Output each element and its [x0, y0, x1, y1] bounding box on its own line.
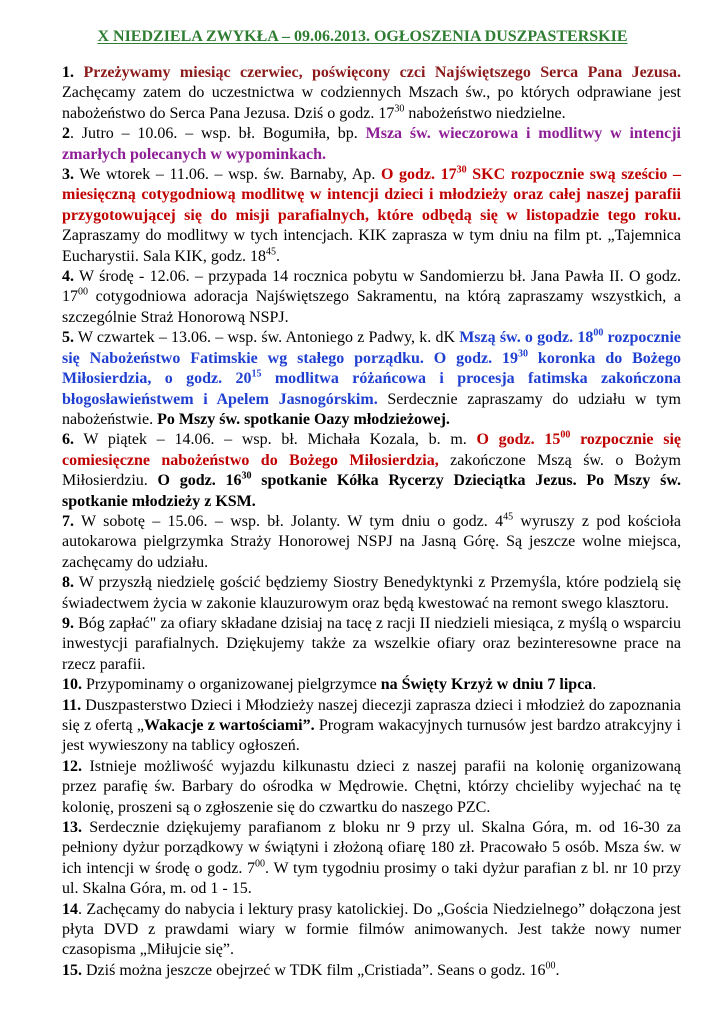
- item-number: 3.: [62, 166, 74, 184]
- item-bold-text: na Święty Krzyż w dniu 7 lipca: [380, 676, 593, 694]
- item-number: 7.: [62, 512, 74, 530]
- item-text: Program wakacyjnych turnusów jest bardzo atrakcyjny i jest wywieszony na tablicy ogłoszeń.: [62, 717, 681, 755]
- item-highlight: Przeżywamy miesiąc czerwiec, poświęcony czci Najświętszego Serca Pana Jezusa.: [83, 64, 682, 81]
- highlight-text: Mszą św. o godz. 18: [459, 329, 594, 347]
- item-number: 5.: [62, 329, 74, 347]
- announcement-item-15: [62, 961, 681, 981]
- time-superscript: 30: [518, 348, 529, 360]
- highlight-text: O godz. 17: [380, 166, 457, 184]
- item-number: 9.: [62, 614, 74, 632]
- announcement-item-12: [62, 757, 681, 818]
- announcement-item-11: [62, 696, 681, 757]
- item-text: cotygodniowa adoracja Najświętszego Sakramentu, na którą zapraszamy wszystkich, a szczególnie Straż Honorową NSPJ.: [62, 288, 681, 326]
- time-superscript: 00: [593, 327, 604, 339]
- announcement-item-2: [62, 124, 681, 165]
- highlight-text: O godz. 15: [476, 431, 561, 449]
- announcement-item-7: [62, 512, 681, 573]
- time-superscript: 00: [255, 858, 266, 870]
- item-number: 15.: [62, 961, 82, 979]
- announcement-item-10: [62, 675, 681, 695]
- announcement-item-4: [62, 267, 681, 328]
- item-text: wyruszy z pod kościoła autokarowa pielgrzymka Straży Honorowej NSPJ na Jasną Górę. Są jeszcze wolne miejsca, zachęcamy do udziału.: [62, 512, 681, 571]
- item-text: Przypominamy o organizowanej pielgrzymce: [82, 676, 381, 694]
- time-superscript: 45: [503, 511, 514, 523]
- time-superscript: 30: [241, 470, 252, 482]
- announcement-item-13: [62, 818, 681, 900]
- item-text: . Jutro – 10.06. – wsp. bł. Bogumiła, bp.: [70, 125, 366, 143]
- announcement-item-1: [62, 63, 681, 124]
- time-superscript: 30: [394, 103, 405, 115]
- item-number: 10.: [62, 676, 82, 694]
- item-text: Zachęcamy zatem do uczestnictwa w codziennych Mszach św., po których odprawiane jest nabożeństwo do Serca Pana Jezusa. Dziś o godz. 17: [62, 84, 681, 122]
- item-bold-text: Wakacje z wartościami”.: [143, 717, 315, 734]
- announcement-item-9: [62, 614, 681, 675]
- item-text: Duszpasterstwo Dzieci i Młodzieży naszej diecezji zaprasza dzieci i młodzież do zapoznania się z ofertą „: [62, 696, 681, 734]
- item-text: We wtorek – 11.06. – wsp. św. Barnaby, Ap.: [74, 166, 381, 184]
- time-superscript: 30: [456, 164, 467, 176]
- announcement-item-14: [62, 900, 681, 961]
- announcement-item-3: [62, 165, 681, 267]
- announcement-item-5: [62, 328, 681, 430]
- item-number: 13.: [62, 819, 82, 837]
- item-number: 4.: [62, 268, 74, 286]
- page-title: X NIEDZIELA ZWYKŁA – 09.06.2013. OGŁOSZENIA DUSZPASTERSKIE: [97, 28, 628, 45]
- announcement-item-8: [62, 573, 681, 614]
- item-number: 12.: [62, 757, 82, 775]
- item-text: W środę - 12.06. – przypada 14 rocznica pobytu w Sandomierzu bł. Jana Pawła II. O godz. 17: [62, 268, 681, 306]
- item-text: Dziś można jeszcze obejrzeć w TDK film „Cristiada”. Seans o godz. 16: [82, 961, 546, 979]
- item-text: Serdecznie dziękujemy parafianom z bloku nr 9 przy ul. Skalna Góra, m. od 16-30 za pełniony dyżur porządkowy w świątyni i złożoną ofiarę 180 zł. Pracowało 5 osób. Msza św. w ich intencji w środę o godz. 7: [62, 819, 681, 877]
- announcement-item-6: [62, 430, 681, 512]
- highlight-text: rozpocznie się comiesięczne nabożeństwo do Bożego Miłosierdzia,: [62, 431, 682, 469]
- item-number: 6.: [62, 431, 74, 449]
- time-superscript: 00: [560, 429, 571, 441]
- item-text: zakończone Mszą św. o Bożym Miłosierdziu.: [62, 451, 682, 490]
- highlight-text: modlitwa różańcowa i procesja fatimska zakończona błogosławieństwem i Apelem Jasnogórskim.: [62, 370, 681, 408]
- item-bold-text: Po Mszy św. spotkanie Oazy młodzieżowej.: [157, 410, 450, 428]
- item-number: 1.: [62, 64, 74, 81]
- item-text: W czwartek – 13.06. – wsp. św. Antoniego z Padwy, k. dK: [74, 329, 460, 347]
- time-superscript: 00: [78, 287, 88, 299]
- item-text: .: [555, 961, 560, 979]
- item-number: 8.: [62, 574, 74, 592]
- time-superscript: 45: [265, 246, 276, 258]
- item-text: W sobotę – 15.06. – wsp. bł. Jolanty. W tym dniu o godz. 4: [74, 512, 504, 530]
- item-number: 11.: [62, 696, 82, 714]
- item-text: Bóg zapłać" za ofiary składane dzisiaj na tacę z racji II niedzieli miesiąca, z myślą o wsparciu inwestycji parafialnych. Dziękujemy także za wszelkie ofiary oraz bezinteresowne prace na rzecz parafii.: [62, 614, 681, 673]
- item-text: .: [592, 676, 597, 694]
- item-text: .: [275, 247, 280, 265]
- item-text: Serdecznie zapraszamy do udziału w tym nabożeństwie.: [62, 390, 681, 428]
- highlight-text: rozpocznie się Nabożeństwo Fatimskie wg stałego porządku. O godz. 19: [62, 329, 681, 367]
- highlight-text: SKC rozpocznie swą sześcio – miesięczną cotygodniową modlitwę w intencji dzieci i młodzieży oraz całej naszej parafii przygotowującej się do misji parafialnych, które odbędą się w listopadzie tego roku.: [62, 166, 682, 224]
- item-text: . W tym tygodniu prosimy o taki dyżur parafian z bl. nr 10 przy ul. Skalna Góra, m. od 1 - 15.: [62, 859, 682, 898]
- item-text: Zapraszamy do modlitwy w tych intencjach. KIK zaprasza w tym dniu na film pt. „Tajemnica Eucharystii. Sala KIK, godz. 18: [62, 227, 681, 265]
- bold-text: spotkanie Kółka Rycerzy Dzieciątka Jezus. Po Mszy św. spotkanie młodzieży z KSM.: [62, 472, 682, 510]
- item-highlight: Msza św. wieczorowa i modlitwy w intencji zmarłych polecanych w wypominkach.: [62, 125, 682, 163]
- item-text: W piątek – 14.06. – wsp. bł. Michała Kozala, b. m.: [74, 431, 477, 449]
- time-superscript: 00: [545, 960, 556, 972]
- item-number: 14: [62, 900, 78, 918]
- item-text: W przyszłą niedzielę gościć będziemy Siostry Benedyktynki z Przemyśla, które podzielą się świadectwem życia w zakonie klauzurowym oraz będą kwestować na remont swego klasztoru.: [62, 574, 681, 612]
- highlight-text: koronka do Bożego Miłosierdzia, o godz. 20: [62, 349, 681, 388]
- item-text: . Zachęcamy do nabycia i lektury prasy katolickiej. Do „Gościa Niedzielnego” dołączona jest płyta DVD z prawdami wiary w formie filmów animowanych. Jest także nowy numer czasopisma „Miłujcie się”.: [62, 900, 681, 959]
- item-number: 2: [62, 125, 70, 143]
- bold-text: O godz. 16: [157, 472, 242, 490]
- item-text: nabożeństwo niedzielne.: [404, 104, 566, 122]
- time-superscript: 15: [251, 368, 262, 380]
- announcements-list: [62, 63, 681, 981]
- item-text: Istnieje możliwość wyjazdu kilkunastu dzieci z naszej parafii na kolonię organizowaną przez parafię św. Barbary do ośrodka w Mędrowie. Chętni, którzy chcieliby wyjechać na tę kolonię, proszeni są o zgłoszenie się do czwartku do naszego PZC.: [62, 757, 681, 816]
